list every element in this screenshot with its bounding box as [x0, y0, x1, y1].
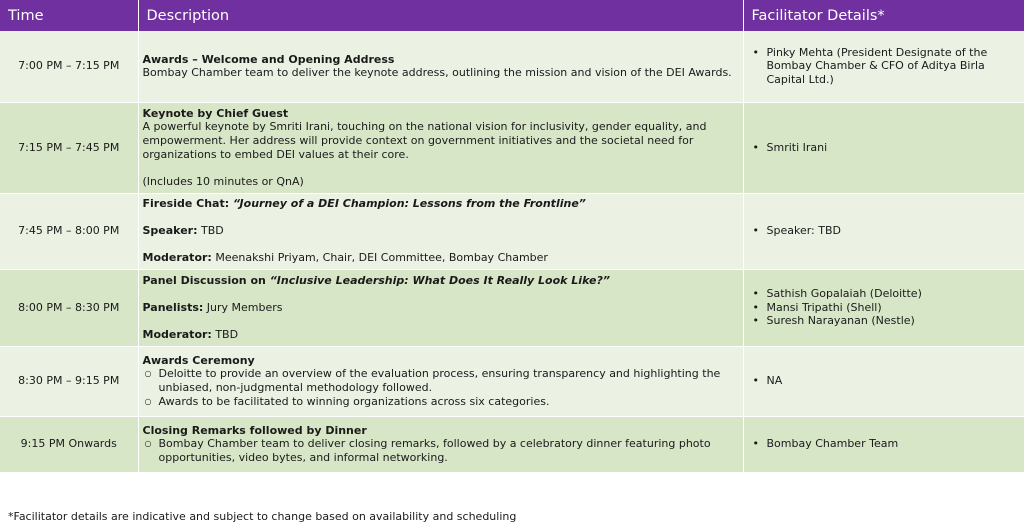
session-title: [143, 274, 737, 288]
session-bullets: [143, 437, 737, 464]
list-item: ○ Bombay Chamber team to deliver closing remarks, followed by a celebratory dinner featuring photo opportunities, video bytes, and informal networking.: [143, 437, 737, 464]
speaker-label: Speaker:: [142, 224, 198, 238]
table-row: [0, 416, 1024, 472]
table-row: [0, 193, 1024, 269]
moderator-value: TBD: [211, 327, 239, 341]
session-title: [143, 197, 737, 211]
table-row: [0, 102, 1024, 193]
list-item: • Smriti Irani: [748, 141, 1021, 155]
facilitator-list: [748, 437, 1021, 451]
title-quote: “Inclusive Leadership: What Does It Really Look Like?”: [269, 273, 610, 287]
list-item: • Bombay Chamber Team: [748, 437, 1021, 451]
table-row: [0, 269, 1024, 346]
moderator-line: [143, 251, 737, 265]
description-cell: [138, 31, 743, 102]
list-item: • Sathish Gopalaiah (Deloitte): [748, 287, 1021, 301]
moderator-label: Moderator:: [142, 327, 212, 341]
time-cell: 8:00 PM – 8:30 PM: [0, 269, 138, 346]
speaker-line: [143, 224, 737, 238]
session-bullets: [143, 367, 737, 408]
title-prefix: Panel Discussion on: [142, 273, 270, 287]
panelists-value: Jury Members: [203, 300, 283, 314]
speaker-value: TBD: [197, 224, 224, 238]
description-cell: [138, 416, 743, 472]
facilitator-list: [748, 46, 1021, 87]
time-cell: 7:45 PM – 8:00 PM: [0, 193, 138, 269]
list-item: ○ Deloitte to provide an overview of the evaluation process, ensuring transparency and highlighting the unbiased, non-judgmental methodology followed.: [143, 367, 737, 394]
description-cell: [138, 102, 743, 193]
facilitator-cell: [743, 416, 1024, 472]
list-item: • Pinky Mehta (President Designate of the Bombay Chamber & CFO of Aditya Birla Capital Ltd.): [748, 46, 1021, 87]
facilitator-cell: [743, 269, 1024, 346]
facilitator-list: [748, 141, 1021, 155]
title-quote: “Journey of a DEI Champion: Lessons from the Frontline”: [232, 197, 586, 211]
header-row: [0, 0, 1024, 31]
list-item: • Mansi Tripathi (Shell): [748, 301, 1021, 315]
facilitator-list: [748, 287, 1021, 328]
session-title: Awards – Welcome and Opening Address: [142, 52, 395, 66]
facilitator-cell: [743, 31, 1024, 102]
footnote: *Facilitator details are indicative and subject to change based on availability and scheduling: [8, 510, 517, 523]
table-row: [0, 31, 1024, 102]
session-title: Awards Ceremony: [142, 353, 255, 367]
header-facilitator: Facilitator Details*: [743, 0, 1024, 31]
session-title: Closing Remarks followed by Dinner: [142, 423, 367, 437]
facilitator-cell: [743, 102, 1024, 193]
session-text: A powerful keynote by Smriti Irani, touching on the national vision for inclusivity, gender equality, and empowerment. Her address will provide context on government initiatives and the societal need for organizations to embed DEI values at their core.: [142, 120, 707, 161]
facilitator-cell: [743, 346, 1024, 416]
list-item: • NA: [748, 374, 1021, 388]
list-item: • Suresh Narayanan (Nestle): [748, 314, 1021, 328]
facilitator-cell: [743, 193, 1024, 269]
time-cell: 8:30 PM – 9:15 PM: [0, 346, 138, 416]
time-cell: 7:00 PM – 7:15 PM: [0, 31, 138, 102]
session-note: (Includes 10 minutes or QnA): [142, 174, 304, 188]
list-item: • Speaker: TBD: [748, 224, 1021, 238]
description-cell: [138, 269, 743, 346]
time-cell: 7:15 PM – 7:45 PM: [0, 102, 138, 193]
panelists-label: Panelists:: [142, 300, 204, 314]
list-item: ○ Awards to be facilitated to winning organizations across six categories.: [143, 395, 737, 409]
header-description: Description: [138, 0, 743, 31]
description-cell: [138, 193, 743, 269]
facilitator-list: [748, 374, 1021, 388]
session-text: Bombay Chamber team to deliver the keynote address, outlining the mission and vision of the DEI Awards.: [142, 66, 732, 80]
header-time: Time: [0, 0, 138, 31]
moderator-line: [143, 328, 737, 342]
title-prefix: Fireside Chat:: [142, 197, 233, 211]
moderator-label: Moderator:: [142, 251, 212, 265]
moderator-value: Meenakshi Priyam, Chair, DEI Committee, Bombay Chamber: [211, 251, 548, 265]
table-row: [0, 346, 1024, 416]
panelists-line: [143, 301, 737, 315]
description-cell: [138, 346, 743, 416]
time-cell: 9:15 PM Onwards: [0, 416, 138, 472]
facilitator-list: [748, 224, 1021, 238]
session-title: Keynote by Chief Guest: [142, 106, 289, 120]
